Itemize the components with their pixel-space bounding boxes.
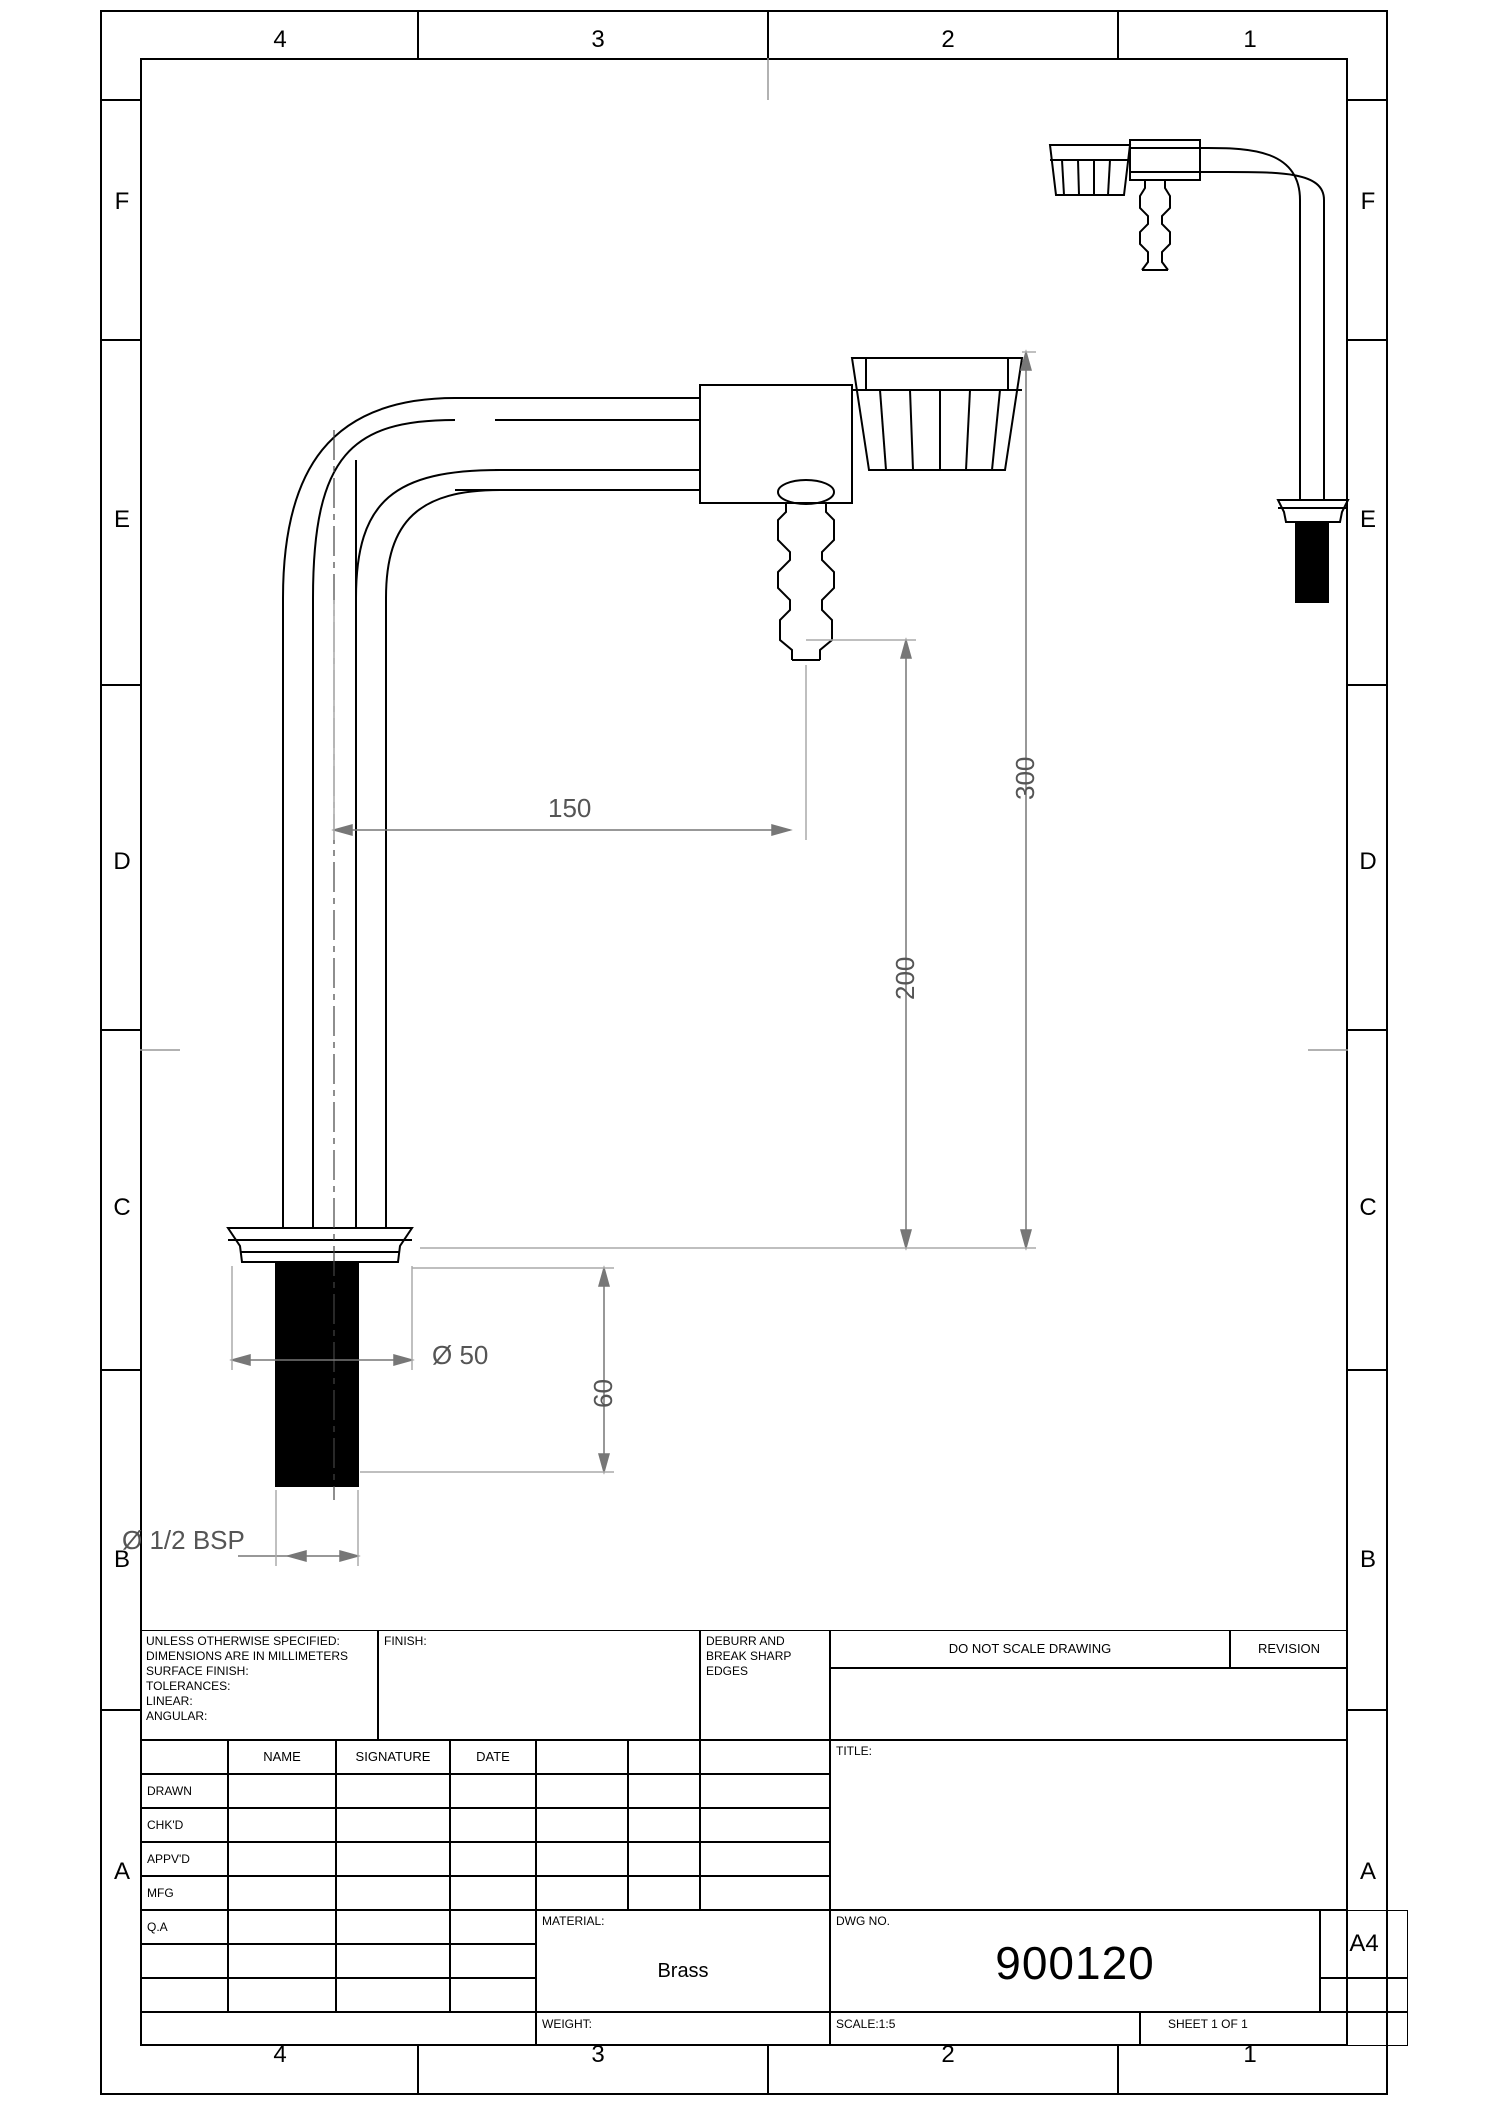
column-header-signature — [336, 1740, 450, 1774]
notes-line-5: LINEAR: — [146, 1694, 193, 1708]
signature-header-blank — [140, 1740, 228, 1774]
header-extra-3 — [700, 1740, 830, 1774]
finish-label: FINISH: — [384, 1634, 427, 1648]
paper-size-sub-cell — [1320, 1978, 1408, 2012]
material-cell — [536, 1910, 830, 2012]
dimension-half-bsp: Ø 1/2 BSP — [122, 1525, 245, 1555]
row-chkd-label — [140, 1808, 228, 1842]
row-appvd-date[interactable] — [450, 1842, 536, 1876]
notes-line-1: UNLESS OTHERWISE SPECIFIED: — [146, 1634, 340, 1648]
row-mfg-name[interactable] — [228, 1876, 336, 1910]
row-blank-2-name[interactable] — [228, 1978, 336, 2012]
notes-line-2: DIMENSIONS ARE IN MILLIMETERS — [146, 1649, 349, 1663]
row-drawn-name[interactable] — [228, 1774, 336, 1808]
row-chkd-extra-2 — [628, 1808, 700, 1842]
row-mfg-extra-1 — [536, 1876, 628, 1910]
title-cell — [830, 1740, 1348, 1910]
revision-cell — [1230, 1630, 1348, 1668]
column-header-name-label: NAME — [263, 1748, 301, 1764]
title-label: TITLE: — [836, 1744, 873, 1758]
zone-row-left-F: F — [114, 188, 130, 215]
row-mfg-label — [140, 1876, 228, 1910]
notes-line-6: ANGULAR: — [146, 1709, 208, 1723]
titleblock-bottom-left — [140, 2012, 536, 2046]
row-appvd-label — [140, 1842, 228, 1876]
row-chkd-signature[interactable] — [336, 1808, 450, 1842]
header-extra-1 — [536, 1740, 628, 1774]
zone-col-bottom-3: 3 — [591, 2041, 605, 2068]
deburr-cell — [700, 1630, 830, 1740]
material-label: MATERIAL: — [542, 1914, 605, 1928]
zone-row-right-E: E — [1359, 506, 1376, 533]
row-appvd-extra-3 — [700, 1842, 830, 1876]
zone-col-top-3: 3 — [591, 26, 605, 53]
dimension-300: 300 — [1010, 756, 1040, 800]
notes-line-3: SURFACE FINISH: — [146, 1664, 249, 1678]
zone-col-top-2: 2 — [941, 26, 955, 53]
row-chkd-extra-1 — [536, 1808, 628, 1842]
row-blank-2-label — [140, 1978, 228, 2012]
dimension-150: 150 — [548, 793, 592, 823]
dwg-no-cell — [830, 1910, 1320, 2012]
do-not-scale-label: DO NOT SCALE DRAWING — [948, 1640, 1112, 1656]
qa-label: Q.A — [147, 1919, 168, 1934]
row-mfg-extra-2 — [628, 1876, 700, 1910]
material-value: Brass — [657, 1960, 709, 1982]
header-extra-2 — [628, 1740, 700, 1774]
row-blank-2-date[interactable] — [450, 1978, 536, 2012]
row-drawn-extra-2 — [628, 1774, 700, 1808]
zone-col-bottom-4: 4 — [273, 2041, 287, 2068]
row-appvd-extra-1 — [536, 1842, 628, 1876]
finish-cell — [378, 1630, 700, 1740]
row-chkd-name[interactable] — [228, 1808, 336, 1842]
row-appvd-name[interactable] — [228, 1842, 336, 1876]
dwg-no-value: 900120 — [995, 1937, 1155, 1989]
deburr-line-3: EDGES — [706, 1664, 749, 1678]
zone-row-right-C: C — [1359, 1194, 1377, 1221]
zone-row-left-E: E — [113, 506, 130, 533]
row-drawn-date[interactable] — [450, 1774, 536, 1808]
column-header-date-label: DATE — [476, 1748, 510, 1764]
zone-row-left-C: C — [113, 1194, 131, 1221]
dimension-60: 60 — [588, 1379, 618, 1408]
row-drawn-label — [140, 1774, 228, 1808]
chkd-label: CHK'D — [147, 1817, 184, 1832]
row-appvd-extra-2 — [628, 1842, 700, 1876]
column-header-date — [450, 1740, 536, 1774]
dimension-diameter-50: Ø 50 — [432, 1340, 489, 1370]
paper-size-cell — [1320, 1910, 1408, 1978]
column-header-signature-label: SIGNATURE — [355, 1748, 431, 1764]
dwg-no-label: DWG NO. — [836, 1914, 890, 1928]
zone-col-bottom-2: 2 — [941, 2041, 955, 2068]
row-qa-signature[interactable] — [336, 1910, 450, 1944]
notes-cell — [140, 1630, 378, 1740]
row-drawn-signature[interactable] — [336, 1774, 450, 1808]
row-mfg-signature[interactable] — [336, 1876, 450, 1910]
row-drawn-extra-1 — [536, 1774, 628, 1808]
column-header-name — [228, 1740, 336, 1774]
dimension-200: 200 — [890, 956, 920, 1000]
zone-col-top-1: 1 — [1243, 26, 1257, 53]
deburr-line-1: DEBURR AND — [706, 1634, 785, 1648]
zone-row-right-B: B — [1359, 1546, 1376, 1573]
scale-cell — [830, 2012, 1140, 2046]
row-blank-1-label — [140, 1944, 228, 1978]
zone-row-left-D: D — [113, 848, 131, 875]
appvd-label: APPV'D — [147, 1851, 190, 1866]
zone-row-left-B: B — [113, 1546, 130, 1573]
do-not-scale-cell — [830, 1630, 1230, 1668]
row-drawn-extra-3 — [700, 1774, 830, 1808]
zone-row-left-A: A — [113, 1858, 130, 1885]
revision-value-cell — [830, 1668, 1348, 1740]
zone-col-bottom-1: 1 — [1243, 2041, 1257, 2068]
drawn-label: DRAWN — [147, 1783, 192, 1798]
row-mfg-date[interactable] — [450, 1876, 536, 1910]
zone-row-right-D: D — [1359, 848, 1377, 875]
row-qa-name[interactable] — [228, 1910, 336, 1944]
row-qa-label — [140, 1910, 228, 1944]
notes-line-4: TOLERANCES: — [146, 1679, 231, 1693]
zone-row-right-A: A — [1359, 1858, 1376, 1885]
row-blank-1-name[interactable] — [228, 1944, 336, 1978]
weight-cell — [536, 2012, 830, 2046]
paper-size-label: A4 — [1349, 1930, 1379, 1957]
row-mfg-extra-3 — [700, 1876, 830, 1910]
weight-label: WEIGHT: — [542, 2017, 592, 2031]
row-chkd-extra-3 — [700, 1808, 830, 1842]
row-appvd-signature[interactable] — [336, 1842, 450, 1876]
row-blank-1-signature[interactable] — [336, 1944, 450, 1978]
revision-label: REVISION — [1257, 1640, 1321, 1656]
mfg-label: MFG — [147, 1885, 174, 1900]
scale-label: SCALE:1:5 — [836, 2017, 896, 2031]
zone-col-top-4: 4 — [273, 26, 287, 53]
row-blank-2-signature[interactable] — [336, 1978, 450, 2012]
row-qa-date[interactable] — [450, 1910, 536, 1944]
zone-row-right-F: F — [1360, 188, 1376, 215]
sheet-cell — [1140, 2012, 1408, 2046]
row-blank-1-date[interactable] — [450, 1944, 536, 1978]
deburr-line-2: BREAK SHARP — [706, 1649, 792, 1663]
row-chkd-date[interactable] — [450, 1808, 536, 1842]
sheet-label: SHEET 1 OF 1 — [1168, 2017, 1248, 2031]
